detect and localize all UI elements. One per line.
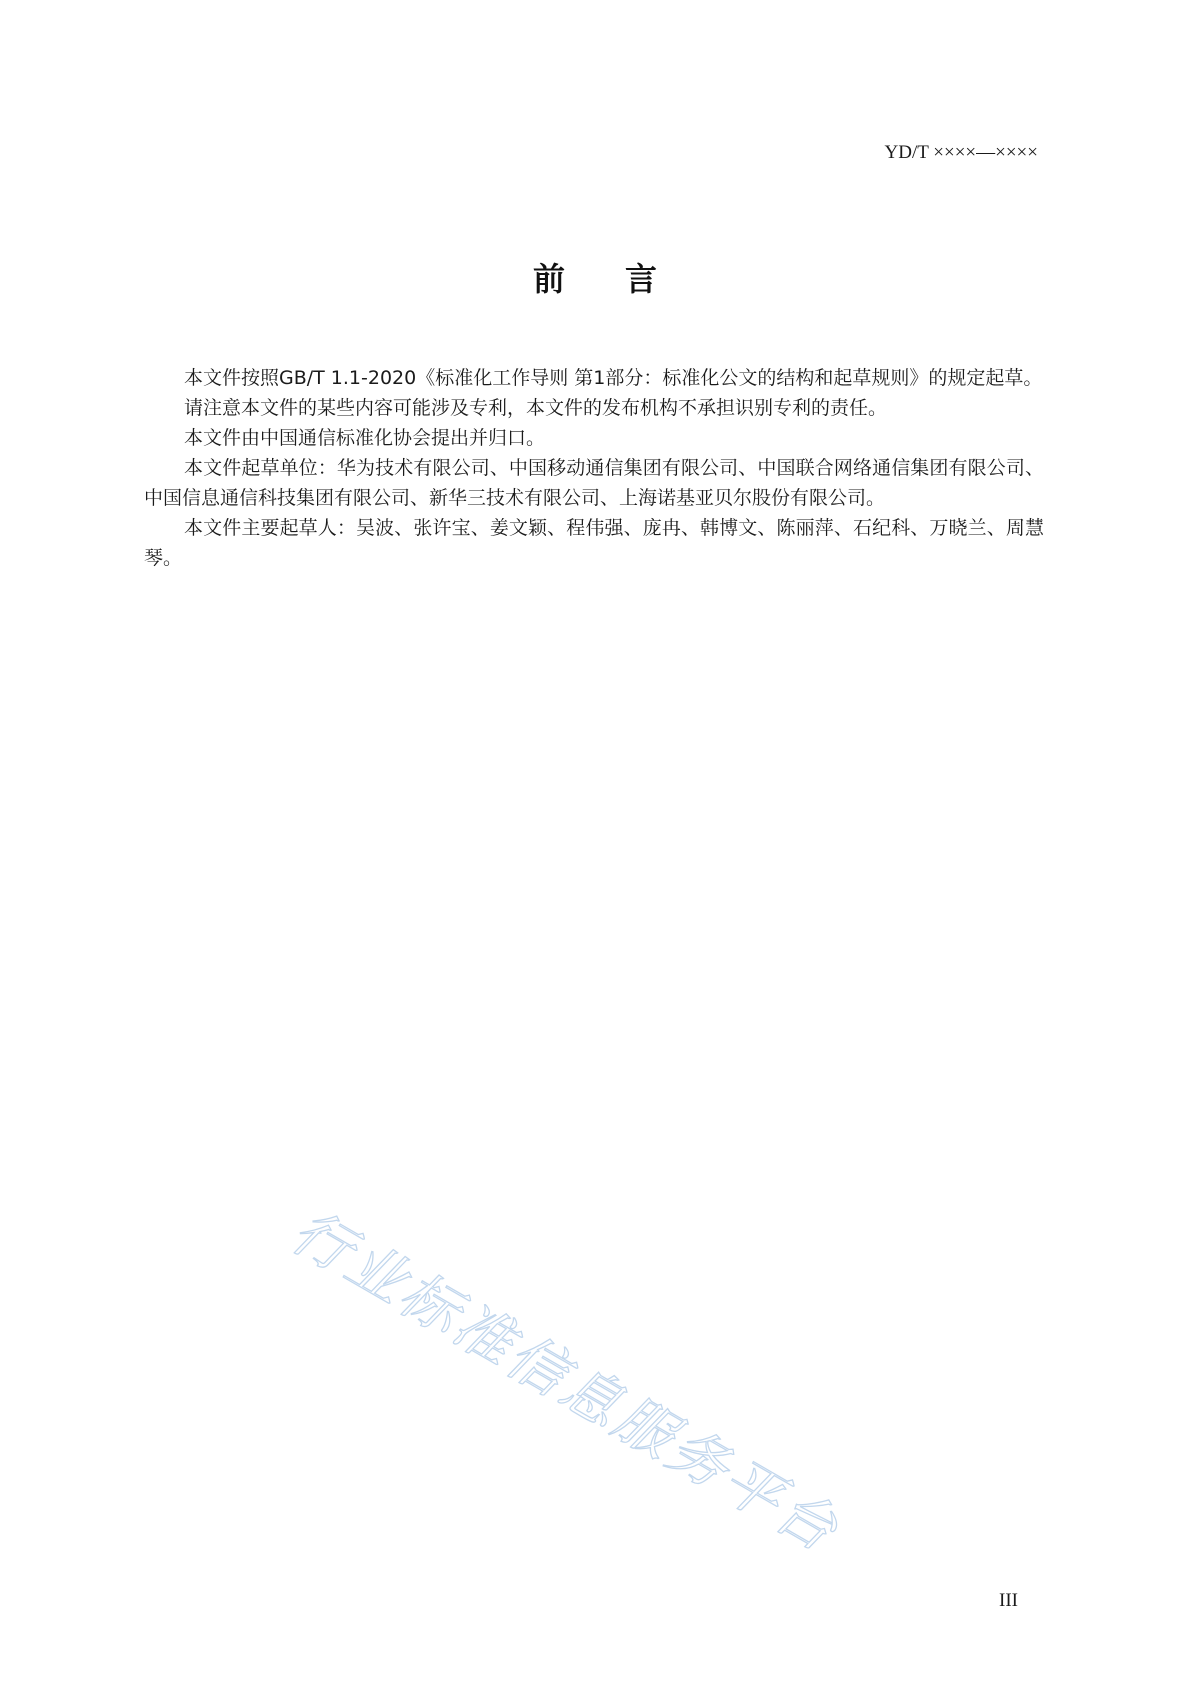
paragraph-drafting-units: 本文件起草单位：华为技术有限公司、中国移动通信集团有限公司、中国联合网络通信集团有限公司、中国信息通信科技集团有限公司、新华三技术有限公司、上海诺基亚贝尔股份有限公司。 xyxy=(144,457,1044,509)
paragraph-drafters: 本文件主要起草人：吴波、张许宝、姜文颖、程伟强、庞冉、韩博文、陈丽萍、石纪科、万晓兰、周慧琴。 xyxy=(144,517,1044,569)
paragraph-patent-notice: 请注意本文件的某些内容可能涉及专利，本文件的发布机构不承担识别专利的责任。 xyxy=(184,397,888,419)
paragraph-drafting-rules: 本文件按照GB/T 1.1-2020《标准化工作导则 第1部分：标准化公文的结构和起草规则》的规定起草。 xyxy=(184,367,1043,389)
page-number: III xyxy=(999,1590,1018,1611)
paragraph-proposer: 本文件由中国通信标准化协会提出并归口。 xyxy=(184,427,546,449)
watermark: 行业标准信息服务平台 xyxy=(280,1196,852,1566)
document-code: YD/T ××××—×××× xyxy=(884,142,1038,163)
foreword-title: 前言 xyxy=(532,260,717,298)
foreword-body xyxy=(144,363,1044,573)
